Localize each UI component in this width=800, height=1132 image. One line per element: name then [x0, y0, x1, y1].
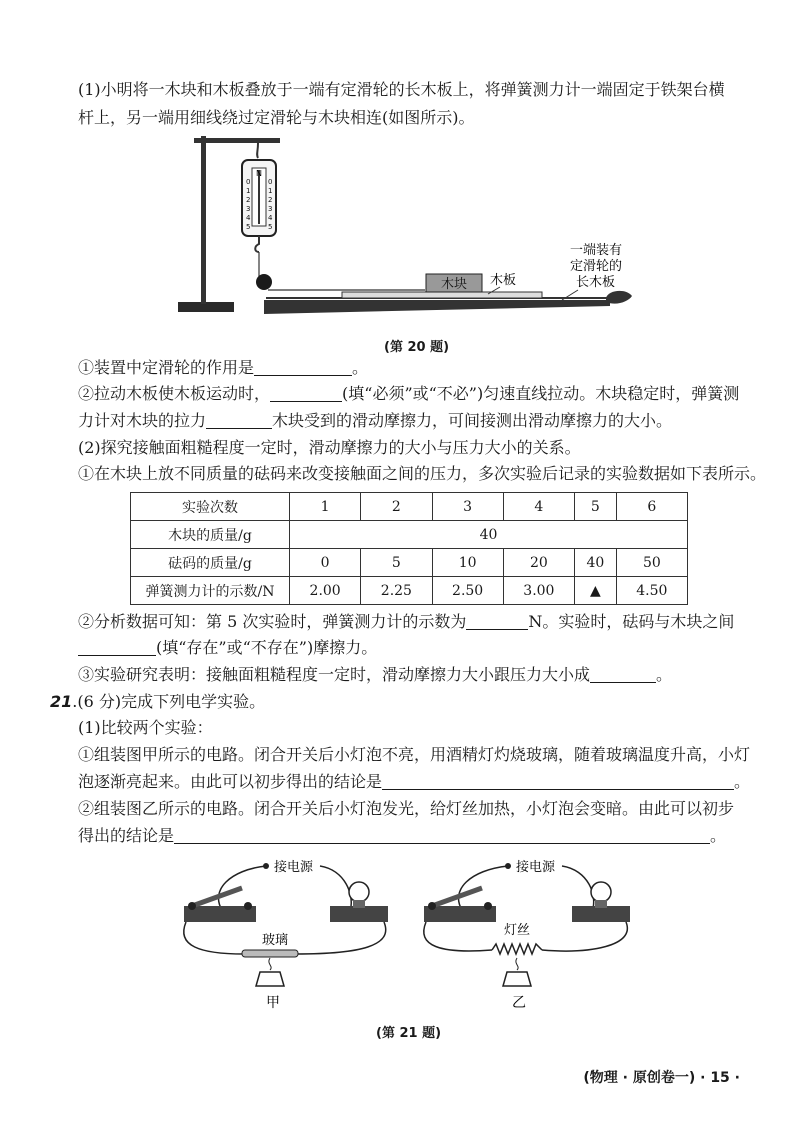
- table-row: 实验次数 1 2 3 4 5 6: [131, 493, 688, 521]
- q20-step3-line2: (填“存在”或“不存在”)摩擦力。: [78, 638, 377, 658]
- answer-blank-2[interactable]: [270, 385, 342, 402]
- svg-text:4: 4: [268, 214, 273, 222]
- label-jia: 甲: [266, 995, 280, 1010]
- q21-step2-line2: 得出的结论是 。: [78, 826, 727, 845]
- answer-blank-1[interactable]: [254, 359, 352, 376]
- circuit-jia: [184, 859, 388, 1010]
- q21-step1-line2: 泡逐渐亮起来。由此可以初步得出的结论是 。: [78, 772, 751, 791]
- data-table: [130, 492, 688, 605]
- circuit-yi: [424, 859, 630, 1010]
- answer-blank-3[interactable]: [206, 412, 272, 429]
- scale-unit: N: [256, 169, 262, 178]
- label-board: 木板: [490, 273, 517, 288]
- table-row: 弹簧测力计的示数/N 2.00 2.25 2.50 3.00 ▲ 4.50: [131, 577, 688, 605]
- table-row: 木块的质量/g 40: [131, 521, 688, 549]
- page-footer: (物理 · 原创卷一) · 15 ·: [583, 1070, 740, 1086]
- svg-text:0: 0: [268, 178, 273, 186]
- q21-part1: (1)比较两个实验：: [78, 718, 213, 737]
- label-filament: 灯丝: [504, 923, 531, 938]
- svg-text:2: 2: [268, 196, 273, 204]
- svg-text:2: 2: [246, 196, 251, 204]
- svg-text:4: 4: [246, 214, 251, 222]
- svg-text:1: 1: [246, 187, 251, 195]
- q21-step2-line1: ②组装图乙所示的电路。闭合开关后小灯泡发光，给灯丝加热，小灯泡会变暗。由此可以初步: [78, 799, 735, 818]
- label-yi: 乙: [512, 995, 526, 1010]
- figure-21-circuits: [170, 850, 640, 1010]
- svg-text:1: 1: [268, 187, 273, 195]
- q20-step2-line2: 力计对木块的拉力 木块受到的滑动摩擦力，可间接测出滑动摩擦力的大小。: [78, 411, 673, 430]
- svg-text:3: 3: [268, 205, 273, 213]
- label-power-left: 接电源: [274, 860, 314, 875]
- q20-step4: ③实验研究表明：接触面粗糙程度一定时，滑动摩擦力大小跟压力大小成 。: [78, 665, 673, 684]
- q20-intro-line1: (1)小明将一木块和木板叠放于一端有定滑轮的长木板上，将弹簧测力计一端固定于铁架台横: [78, 80, 725, 99]
- q20-step3-line1: ②分析数据可知：第 5 次实验时，弹簧测力计的示数为 N。实验时，砝码与木块之间: [78, 612, 735, 631]
- svg-text:3: 3: [246, 205, 251, 213]
- q20-step2-line1: ②拉动木板使木板运动时， (填“必须”或“不必”)匀速直线拉动。木块稳定时，弹簧测: [78, 384, 740, 403]
- answer-blank-6[interactable]: [590, 666, 656, 683]
- answer-blank-7[interactable]: [382, 773, 734, 790]
- label-long-board-2: 定滑轮的: [570, 259, 623, 274]
- q20-part2-step1: ①在木块上放不同质量的砝码来改变接触面之间的压力，多次实验后记录的实验数据如下表所示。: [78, 464, 767, 483]
- svg-text:5: 5: [246, 223, 251, 231]
- q20-intro-line2: 杆上，另一端用细线绕过定滑轮与木块相连(如图所示)。: [78, 108, 475, 127]
- figure-20-caption: (第 20 题): [384, 340, 450, 355]
- figure-20-apparatus: [170, 130, 650, 330]
- answer-blank-8[interactable]: [174, 827, 710, 844]
- label-long-board-1: 一端装有: [570, 243, 623, 258]
- q21-step1-line1: ①组装图甲所示的电路。闭合开关后小灯泡不亮，用酒精灯灼烧玻璃，随着玻璃温度升高，小灯: [78, 745, 751, 764]
- svg-text:0: 0: [246, 178, 251, 186]
- q21-title: 21.(6 分)完成下列电学实验。: [50, 692, 266, 711]
- svg-text:5: 5: [268, 223, 273, 231]
- answer-blank-5[interactable]: [78, 639, 156, 656]
- label-power-right: 接电源: [516, 860, 556, 875]
- label-glass: 玻璃: [262, 933, 289, 948]
- q20-step1: ①装置中定滑轮的作用是 。: [78, 358, 369, 377]
- label-block: 木块: [440, 277, 468, 292]
- table-row: 砝码的质量/g 0 5 10 20 40 50: [131, 549, 688, 577]
- figure-21-caption: (第 21 题): [376, 1026, 442, 1041]
- q20-part2: (2)探究接触面粗糙程度一定时，滑动摩擦力的大小与压力大小的关系。: [78, 438, 581, 457]
- answer-blank-4[interactable]: [466, 613, 528, 630]
- label-long-board-3: 长木板: [576, 275, 616, 290]
